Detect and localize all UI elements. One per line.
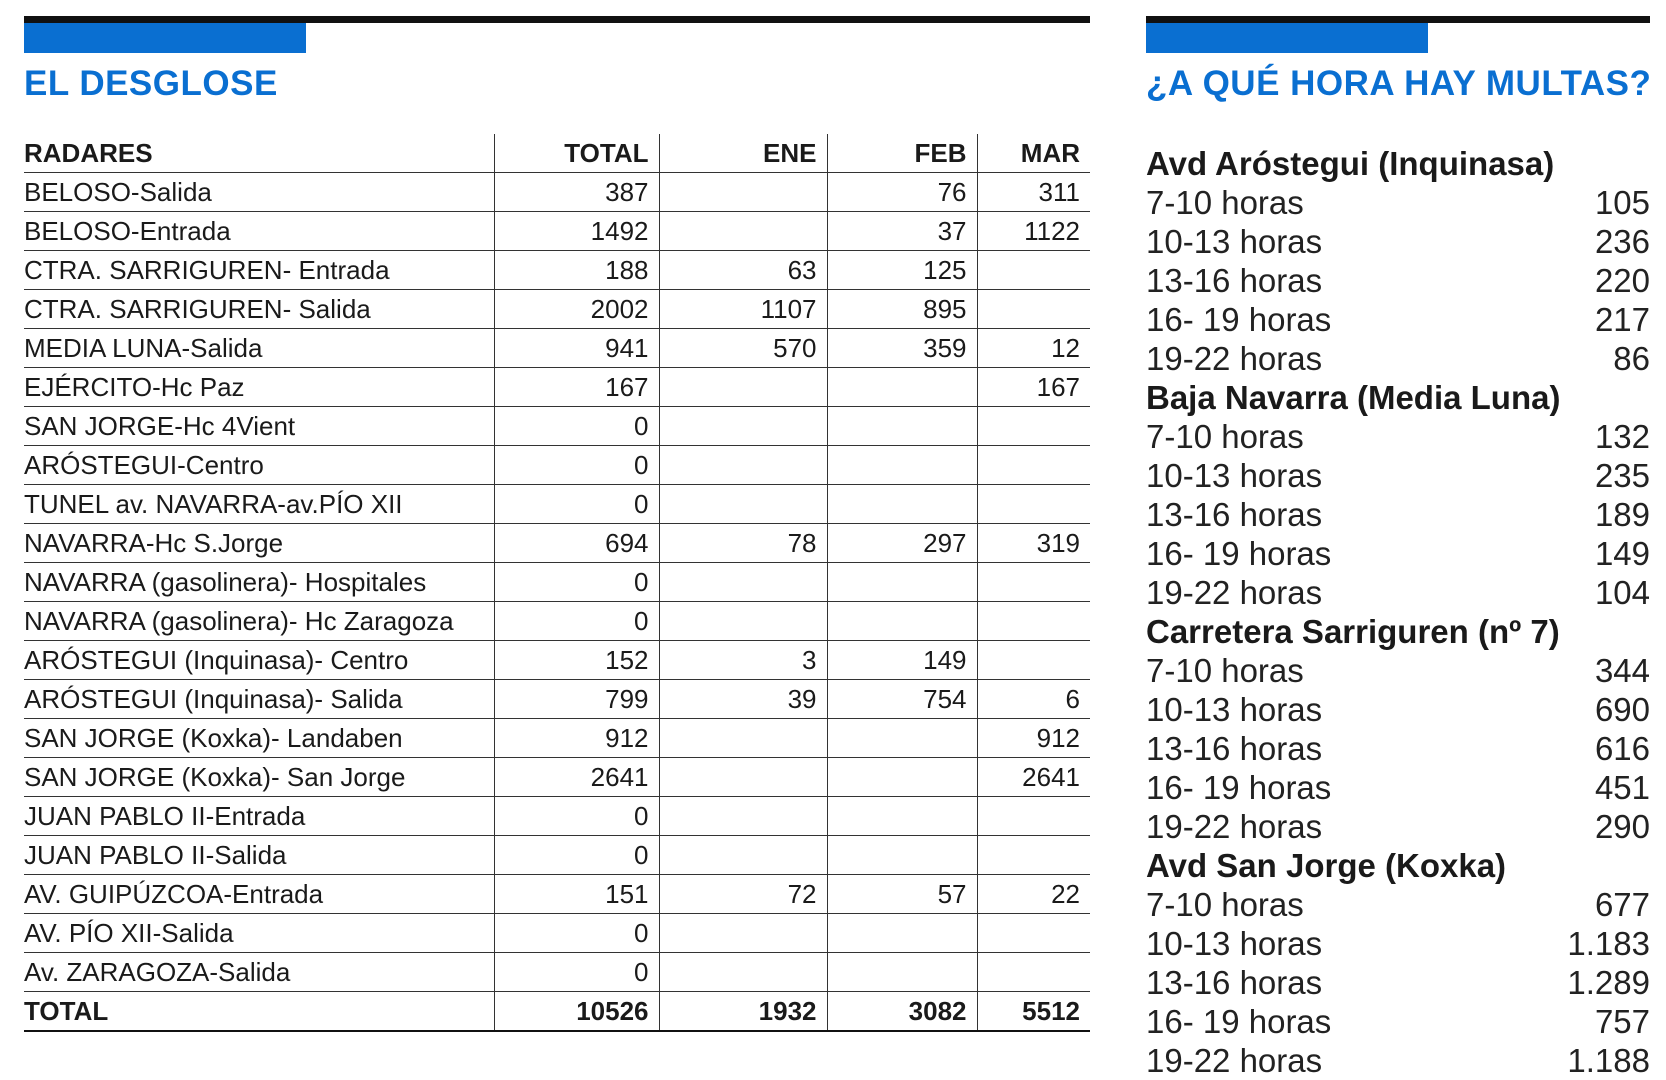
column-header: MAR (977, 134, 1090, 173)
desglose-panel (24, 16, 1090, 1026)
count-cell (977, 290, 1090, 329)
count-cell: 0 (494, 407, 659, 446)
table-row (24, 719, 1090, 758)
radar-name-cell: SAN JORGE (Koxka)- San Jorge (24, 758, 494, 797)
count-cell (827, 407, 977, 446)
radar-name-cell: AV. PÍO XII-Salida (24, 914, 494, 953)
radar-name-cell: ARÓSTEGUI-Centro (24, 446, 494, 485)
column-header: TOTAL (494, 134, 659, 173)
count-cell: 151 (494, 875, 659, 914)
hour-label: 10-13 horas (1146, 691, 1323, 728)
count-cell (827, 758, 977, 797)
count-cell (659, 173, 827, 212)
count-cell (659, 758, 827, 797)
location-title: Avd San Jorge (Koxka) (1146, 847, 1507, 884)
hour-row (1146, 534, 1650, 573)
table-row (24, 875, 1090, 914)
hour-value: 235 (1594, 457, 1650, 494)
count-cell (977, 485, 1090, 524)
hour-row (1146, 183, 1650, 222)
count-cell (827, 446, 977, 485)
hour-value: 690 (1594, 691, 1650, 728)
count-cell: 912 (494, 719, 659, 758)
count-cell (659, 914, 827, 953)
location-title: Baja Navarra (Media Luna) (1146, 379, 1561, 416)
hour-row (1146, 729, 1650, 768)
count-cell: 0 (494, 602, 659, 641)
hour-row (1146, 807, 1650, 846)
count-cell (659, 836, 827, 875)
table-row (24, 914, 1090, 953)
radar-name-cell: CTRA. SARRIGUREN- Entrada (24, 251, 494, 290)
count-cell: 5512 (977, 992, 1090, 1032)
count-cell (827, 914, 977, 953)
count-cell: 799 (494, 680, 659, 719)
count-cell: 167 (494, 368, 659, 407)
hour-value: 86 (1613, 340, 1650, 377)
count-cell (827, 602, 977, 641)
count-cell: 37 (827, 212, 977, 251)
count-cell (827, 485, 977, 524)
count-cell (659, 212, 827, 251)
count-cell (827, 836, 977, 875)
count-cell (659, 797, 827, 836)
top-rule (24, 16, 1090, 23)
count-cell: 1492 (494, 212, 659, 251)
table-row (24, 329, 1090, 368)
accent-bar (1146, 23, 1428, 53)
count-cell (977, 797, 1090, 836)
table-row (24, 485, 1090, 524)
table-row (24, 524, 1090, 563)
count-cell (659, 563, 827, 602)
section-title: EL DESGLOSE (24, 64, 278, 103)
hour-value: 1.188 (1567, 1042, 1650, 1079)
hour-label: 10-13 horas (1146, 223, 1323, 260)
count-cell: 0 (494, 914, 659, 953)
radar-name-cell: CTRA. SARRIGUREN- Salida (24, 290, 494, 329)
radar-name-cell: ARÓSTEGUI (Inquinasa)- Salida (24, 680, 494, 719)
table-row (24, 290, 1090, 329)
count-cell (977, 953, 1090, 992)
count-cell (977, 836, 1090, 875)
location-title: Carretera Sarriguren (nº 7) (1146, 613, 1560, 650)
count-cell (659, 485, 827, 524)
radar-name-cell: JUAN PABLO II-Entrada (24, 797, 494, 836)
count-cell: 57 (827, 875, 977, 914)
table-row (24, 251, 1090, 290)
hour-value: 217 (1594, 301, 1650, 338)
count-cell (977, 563, 1090, 602)
table-row (24, 758, 1090, 797)
hour-value: 220 (1594, 262, 1650, 299)
hour-value: 1.289 (1567, 964, 1650, 1001)
count-cell: 22 (977, 875, 1090, 914)
hour-label: 13-16 horas (1146, 496, 1323, 533)
count-cell: 1107 (659, 290, 827, 329)
table-row (24, 836, 1090, 875)
count-cell (659, 368, 827, 407)
table-row (24, 446, 1090, 485)
section-title: ¿A QUÉ HORA HAY MULTAS? (1146, 64, 1652, 103)
radar-name-cell: ARÓSTEGUI (Inquinasa)- Centro (24, 641, 494, 680)
top-rule (1146, 16, 1650, 23)
count-cell: 72 (659, 875, 827, 914)
count-cell: 2641 (977, 758, 1090, 797)
hour-label: 16- 19 horas (1146, 769, 1332, 806)
count-cell: 570 (659, 329, 827, 368)
radar-name-cell: BELOSO-Entrada (24, 212, 494, 251)
hour-label: 16- 19 horas (1146, 1003, 1332, 1040)
hour-row (1146, 885, 1650, 924)
hour-row (1146, 456, 1650, 495)
hour-value: 149 (1594, 535, 1650, 572)
hour-row (1146, 924, 1650, 963)
hour-value: 132 (1594, 418, 1650, 455)
horas-panel (1146, 16, 1652, 1079)
hour-label: 7-10 horas (1146, 184, 1304, 221)
count-cell (977, 602, 1090, 641)
count-cell: 78 (659, 524, 827, 563)
radar-name-cell: NAVARRA (gasolinera)- Hc Zaragoza (24, 602, 494, 641)
hour-label: 13-16 horas (1146, 964, 1323, 1001)
count-cell: 1932 (659, 992, 827, 1032)
hour-value: 616 (1594, 730, 1650, 767)
table-row (24, 641, 1090, 680)
hour-value: 1.183 (1567, 925, 1650, 962)
hour-label: 19-22 horas (1146, 1042, 1323, 1079)
table-row (24, 368, 1090, 407)
radar-name-cell: EJÉRCITO-Hc Paz (24, 368, 494, 407)
count-cell (659, 719, 827, 758)
hours-list (1146, 144, 1650, 1080)
count-cell: 0 (494, 797, 659, 836)
count-cell (659, 407, 827, 446)
count-cell: 2641 (494, 758, 659, 797)
count-cell: 311 (977, 173, 1090, 212)
hour-label: 7-10 horas (1146, 652, 1304, 689)
radar-name-cell: NAVARRA (gasolinera)- Hospitales (24, 563, 494, 602)
radar-name-cell: JUAN PABLO II-Salida (24, 836, 494, 875)
radar-name-cell: Av. ZARAGOZA-Salida (24, 953, 494, 992)
count-cell: 319 (977, 524, 1090, 563)
hour-row (1146, 417, 1650, 456)
count-cell: 1122 (977, 212, 1090, 251)
count-cell: 0 (494, 485, 659, 524)
hour-label: 10-13 horas (1146, 925, 1323, 962)
total-row (24, 992, 1090, 1032)
radar-table (24, 134, 1090, 1032)
count-cell (977, 914, 1090, 953)
hour-value: 105 (1594, 184, 1650, 221)
count-cell (977, 407, 1090, 446)
hour-row (1146, 651, 1650, 690)
hour-value: 677 (1594, 886, 1650, 923)
count-cell: 0 (494, 836, 659, 875)
hour-row (1146, 1002, 1650, 1041)
count-cell (827, 953, 977, 992)
hour-value: 290 (1594, 808, 1650, 845)
count-cell: 152 (494, 641, 659, 680)
radar-name-cell: MEDIA LUNA-Salida (24, 329, 494, 368)
column-header: ENE (659, 134, 827, 173)
hour-row (1146, 768, 1650, 807)
count-cell: 694 (494, 524, 659, 563)
count-cell: 895 (827, 290, 977, 329)
hour-value: 236 (1594, 223, 1650, 260)
hour-row (1146, 963, 1650, 1002)
count-cell (977, 641, 1090, 680)
count-cell (659, 953, 827, 992)
count-cell: 12 (977, 329, 1090, 368)
hour-label: 19-22 horas (1146, 340, 1323, 377)
count-cell: 2002 (494, 290, 659, 329)
count-cell: 149 (827, 641, 977, 680)
radar-name-cell: BELOSO-Salida (24, 173, 494, 212)
hour-label: 13-16 horas (1146, 262, 1323, 299)
hour-value: 189 (1594, 496, 1650, 533)
hour-row (1146, 261, 1650, 300)
count-cell: 167 (977, 368, 1090, 407)
hour-value: 344 (1594, 652, 1650, 689)
accent-bar (24, 23, 306, 53)
table-row (24, 173, 1090, 212)
hour-value: 757 (1594, 1003, 1650, 1040)
hour-value: 451 (1594, 769, 1650, 806)
hour-label: 7-10 horas (1146, 418, 1304, 455)
count-cell: 359 (827, 329, 977, 368)
hour-row (1146, 1041, 1650, 1080)
radar-name-cell: SAN JORGE (Koxka)- Landaben (24, 719, 494, 758)
count-cell: 941 (494, 329, 659, 368)
count-cell: 125 (827, 251, 977, 290)
count-cell (827, 563, 977, 602)
hour-row (1146, 300, 1650, 339)
radar-name-cell: NAVARRA-Hc S.Jorge (24, 524, 494, 563)
hour-label: 19-22 horas (1146, 574, 1323, 611)
count-cell: 3082 (827, 992, 977, 1032)
hour-label: 7-10 horas (1146, 886, 1304, 923)
count-cell: 3 (659, 641, 827, 680)
count-cell: 0 (494, 446, 659, 485)
column-header: FEB (827, 134, 977, 173)
count-cell (977, 251, 1090, 290)
hour-label: 10-13 horas (1146, 457, 1323, 494)
count-cell: 188 (494, 251, 659, 290)
count-cell: 6 (977, 680, 1090, 719)
table-row (24, 602, 1090, 641)
radar-name-cell: TUNEL av. NAVARRA-av.PÍO XII (24, 485, 494, 524)
hour-row (1146, 339, 1650, 378)
radar-name-cell: TOTAL (24, 992, 494, 1032)
location-title: Avd Aróstegui (Inquinasa) (1146, 145, 1555, 182)
count-cell: 387 (494, 173, 659, 212)
count-cell (827, 719, 977, 758)
table-header-row (24, 134, 1090, 173)
hour-row (1146, 573, 1650, 612)
count-cell: 297 (827, 524, 977, 563)
count-cell: 10526 (494, 992, 659, 1032)
table-row (24, 953, 1090, 992)
column-header: RADARES (24, 134, 494, 173)
hour-row (1146, 690, 1650, 729)
table-row (24, 680, 1090, 719)
count-cell: 912 (977, 719, 1090, 758)
count-cell: 0 (494, 953, 659, 992)
table-row (24, 563, 1090, 602)
hour-row (1146, 222, 1650, 261)
table-row (24, 407, 1090, 446)
count-cell (977, 446, 1090, 485)
count-cell (827, 797, 977, 836)
count-cell: 39 (659, 680, 827, 719)
hour-label: 16- 19 horas (1146, 535, 1332, 572)
count-cell: 63 (659, 251, 827, 290)
hour-row (1146, 495, 1650, 534)
radar-name-cell: SAN JORGE-Hc 4Vient (24, 407, 494, 446)
table-body (24, 173, 1090, 1032)
count-cell: 754 (827, 680, 977, 719)
hour-label: 13-16 horas (1146, 730, 1323, 767)
count-cell: 76 (827, 173, 977, 212)
table-row (24, 212, 1090, 251)
count-cell (659, 446, 827, 485)
count-cell (827, 368, 977, 407)
hour-value: 104 (1594, 574, 1650, 611)
count-cell: 0 (494, 563, 659, 602)
count-cell (659, 602, 827, 641)
hour-label: 16- 19 horas (1146, 301, 1332, 338)
table-row (24, 797, 1090, 836)
hour-label: 19-22 horas (1146, 808, 1323, 845)
radar-name-cell: AV. GUIPÚZCOA-Entrada (24, 875, 494, 914)
